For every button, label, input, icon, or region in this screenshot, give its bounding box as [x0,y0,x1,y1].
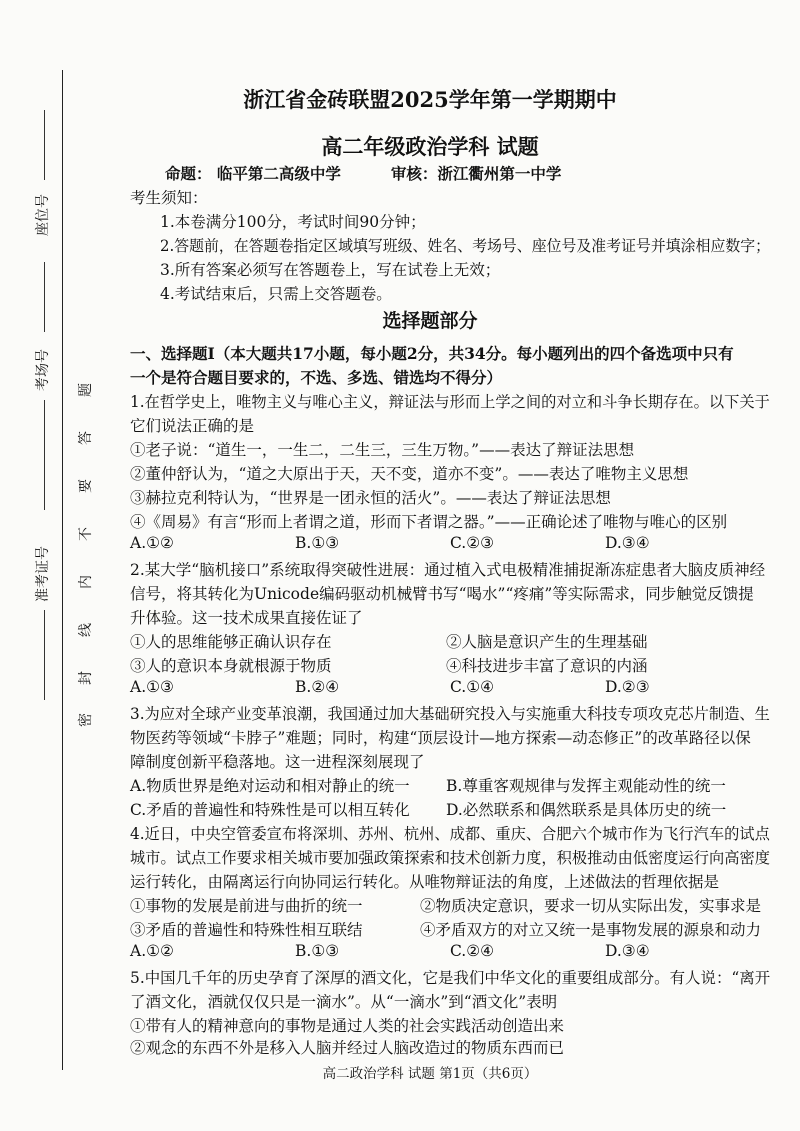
q4-option-d: D.③④ [605,942,650,960]
q1-statement: ④《周易》有言“形而上者谓之道，形而下者谓之器。”——正确论述了唯物与唯心的区别 [130,513,728,531]
q4-statement: ④矛盾双方的对立又统一是事物发展的源泉和动力 [420,921,762,939]
q5-stem: 5.中国几千年的历史孕育了深厚的酒文化，它是我们中华文化的重要组成部分。有人说：“离开 [130,969,771,987]
q2-stem: 信号，将其转化为Unicode编码驱动机械臂书写“喝水”“疼痛”等实际需求，同步触觉反馈提 [130,585,754,603]
notice-item: 2.答题前，在答题卷指定区域填写班级、姓名、考场号、座位号及准考证号并填涂相应数字； [160,237,771,255]
section-instruction: 一个是符合题目要求的，不选、多选、错选均不得分） [130,368,503,387]
q1-option-c: C.②③ [450,534,495,552]
q5-statement: ②观念的东西不外是移入人脑并经过人脑改造过的物质东西而已 [130,1039,565,1057]
exam-title: 浙江省金砖联盟2025学年第一学期期中 [243,87,617,112]
q1-statement: ②董仲舒认为，“道之大原出于天，天不变，道亦不变”。——表达了唯物主义思想 [130,465,689,483]
q2-stem: 升体验。这一技术成果直接佐证了 [130,609,363,627]
reviewer: 审核：浙江衢州第一中学 [390,164,562,183]
notice-item: 4.考试结束后，只需上交答题卷。 [160,285,392,303]
q1-statement: ③赫拉克利特认为，“世界是一团永恒的活火”。——表达了辩证法思想 [130,489,611,507]
seal-char: 线 [78,623,94,637]
q1-option-b: B.①③ [295,534,340,552]
q2-statement: ①人的思维能够正确认识存在 [130,633,332,651]
q5-stem: 了酒文化，酒就仅仅只是一滴水”。从“一滴水”到“酒文化”表明 [130,993,558,1011]
q3-stem: 障制度创新平稳落地。这一进程深刻展现了 [130,753,425,771]
q3-option-a: A.物质世界是绝对运动和相对静止的统一 [130,777,410,795]
q3-option-b: B.尊重客观规律与发挥主观能动性的统一 [446,777,726,795]
q4-stem: 城市。试点工作要求相关城市要加强政策探索和技术创新力度，积极推动由低密度运行向高密度 [130,849,770,867]
q1-statement: ①老子说：“道生一，一生二，二生三，三生万物。”——表达了辩证法思想 [130,441,635,459]
q1-stem: 它们说法正确的是 [130,417,255,435]
q2-option-d: D.②③ [605,678,650,696]
seal-char: 密 [78,713,94,727]
q3-option-d: D.必然联系和偶然联系是具体历史的统一 [446,801,727,819]
author-line [165,162,561,184]
admission-underline [44,610,45,700]
seal-char: 要 [78,479,94,493]
q4-stem: 4.近日，中央空管委宣布将深圳、苏州、杭州、成都、重庆、合肥六个城市作为飞行汽车的试点 [130,825,770,843]
q4-option-c: C.②④ [450,942,495,960]
binding-line [62,70,63,1070]
exam-subtitle: 高二年级政治学科 试题 [321,134,539,159]
seal-column [76,380,96,727]
notice-item: 3.所有答案必须写在答题卷上，写在试卷上无效； [160,261,501,279]
q4-option-b: B.①③ [295,942,340,960]
seal-char: 不 [78,527,94,541]
seal-char: 封 [78,671,94,685]
q3-stem: 3.为应对全球产业变革浪潮，我国通过加大基础研究投入与实施重大科技专项攻克芯片制造、生 [130,705,770,723]
q4-statement: ①事物的发展是前进与曲折的统一 [130,897,363,915]
q1-option-d: D.③④ [605,534,650,552]
section-instruction: 一、选择题Ⅰ（本大题共17小题，每小题2分，共34分。每小题列出的四个备选项中只有 [130,344,734,363]
seal-char: 答 [78,431,94,445]
seal-char: 内 [78,575,94,589]
q4-stem: 运行转化，由隔离运行向协同运行转化。从唯物辩证法的角度，上述做法的哲理依据是 [130,873,720,891]
q2-stem: 2.某大学“脑机接口”系统取得突破性进展：通过植入式电极精准捕捉渐冻症患者大脑皮质神经 [130,561,766,579]
q2-option-c: C.①④ [450,678,495,696]
seal-char: 题 [78,383,94,397]
seat-underline [44,110,45,180]
q1-option-a: A.①② [130,534,174,552]
q2-statement: ②人脑是意识产生的生理基础 [446,633,648,651]
seat-underline-2 [44,262,45,332]
notice-item: 1.本卷满分100分，考试时间90分钟； [160,213,426,231]
exam-room-label: 考场号 [35,349,51,391]
seat-label: 座位号 [35,194,51,236]
q2-option-a: A.①③ [130,678,174,696]
q3-option-c: C.矛盾的普遍性和特殊性是可以相互转化 [130,801,410,819]
q2-statement: ③人的意识本身就根源于物质 [130,657,332,675]
page-footer: 高二政治学科 试题 第1页（共6页） [322,1066,538,1082]
q1-stem: 1.在哲学史上，唯物主义与唯心主义，辩证法与形而上学之间的对立和斗争长期存在。以下关于 [130,393,770,411]
q3-stem: 物医药等领域“卡脖子”难题；同时，构建“顶层设计—地方探索—动态修正”的改革路径以保 [130,729,751,747]
admission-number-label: 准考证号 [35,546,51,602]
q4-option-a: A.①② [130,942,174,960]
section-title: 选择题部分 [382,310,478,332]
q4-statement: ②物质决定意识，要求一切从实际出发，实事求是 [420,897,762,915]
notice-heading: 考生须知： [130,189,208,207]
q2-statement: ④科技进步丰富了意识的内涵 [446,657,648,675]
exam-room-underline [44,400,45,510]
q2-option-b: B.②④ [295,678,340,696]
author: 命题： 临平第二高级中学 [165,164,341,183]
q4-statement: ③矛盾的普遍性和特殊性相互联结 [130,921,363,939]
q5-statement: ①带有人的精神意向的事物是通过人类的社会实践活动创造出来 [130,1017,565,1035]
